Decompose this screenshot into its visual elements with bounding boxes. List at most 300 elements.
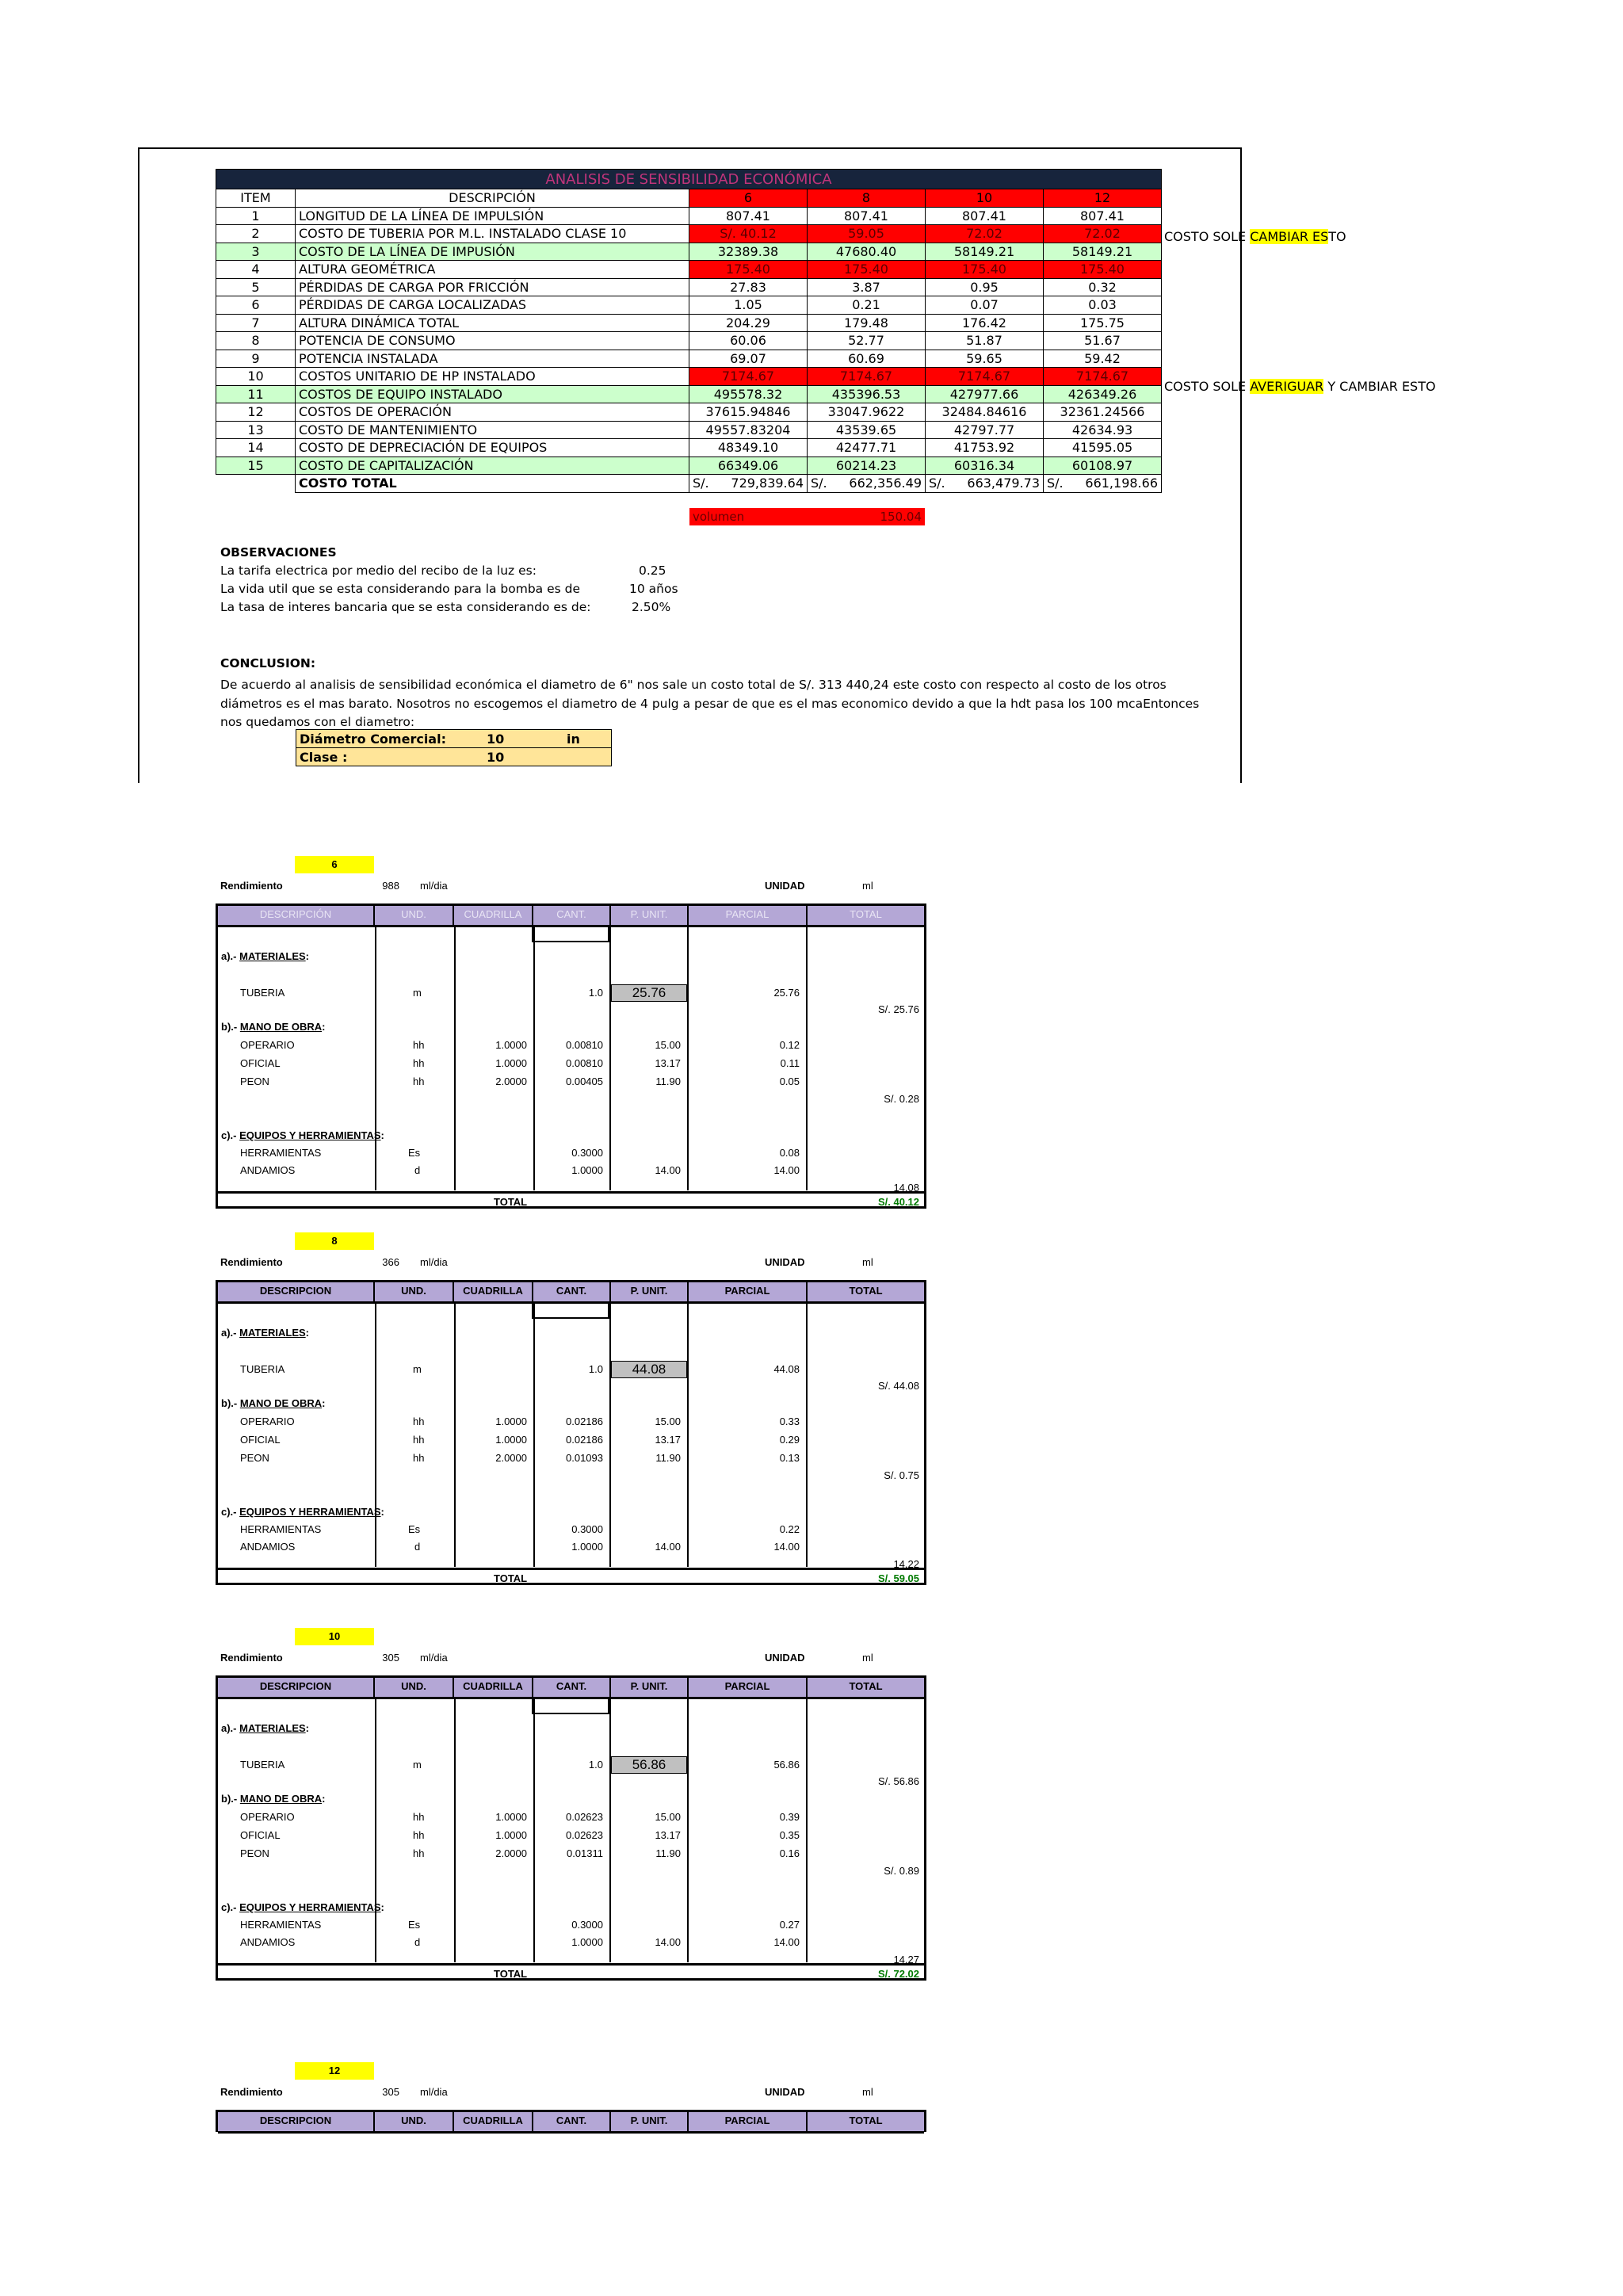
value-cell: 60.06	[689, 332, 808, 350]
total-value	[808, 475, 926, 493]
section-prefix: b).-	[221, 1793, 240, 1805]
equipment-row	[218, 1145, 924, 1161]
observation-line: La vida util que se esta considerando para la bomba es de	[220, 582, 581, 596]
item-name: OPERARIO	[240, 1811, 295, 1823]
item-unit-price: 14.00	[655, 1541, 681, 1553]
observation-line: La tarifa electrica por medio del recibo de la luz es:	[220, 563, 537, 578]
rendimiento-unit: ml/dia	[420, 1652, 448, 1664]
item-number: 12	[216, 403, 296, 422]
value-cell: 72.02	[926, 225, 1044, 243]
value-cell: 58149.21	[1044, 243, 1162, 261]
section-title: MANO DE OBRA	[239, 1021, 323, 1033]
value-cell: 175.75	[1044, 314, 1162, 332]
cant-box	[532, 1301, 609, 1319]
total-amount: 729,839.64	[731, 476, 804, 491]
class-row	[296, 748, 611, 766]
unidad-label: UNIDAD	[765, 2086, 805, 2098]
value-cell: 0.03	[1044, 296, 1162, 315]
unit-price: 44.08	[611, 1361, 687, 1378]
item-crew: 2.0000	[495, 1075, 527, 1087]
value-cell: 60108.97	[1044, 457, 1162, 475]
item-description: COSTOS DE EQUIPO INSTALADO	[296, 385, 689, 403]
value-cell: 42634.93	[1044, 421, 1162, 439]
item-unit: Es	[408, 1523, 421, 1535]
item-quantity: 0.02186	[566, 1434, 603, 1446]
unidad-label: UNIDAD	[765, 1256, 805, 1268]
total-amount: 662,356.49	[849, 476, 922, 491]
diameter-tag: 8	[295, 1232, 374, 1250]
section-label: c).- EQUIPOS Y HERRAMIENTAS:	[221, 1506, 384, 1518]
unidad-value: ml	[862, 2086, 873, 2098]
item-number: 1	[216, 207, 296, 225]
item-partial: 0.05	[779, 1075, 800, 1087]
item-quantity: 1.0	[588, 987, 603, 999]
header-diameter: 12	[1044, 189, 1162, 208]
section-prefix: b).-	[221, 1021, 240, 1033]
table-row	[216, 421, 1162, 439]
value-cell: 7174.67	[689, 368, 808, 386]
unidad-value: ml	[862, 880, 873, 892]
table-row	[216, 296, 1162, 315]
value-cell: 59.65	[926, 350, 1044, 368]
value-cell: 66349.06	[689, 457, 808, 475]
item-unit-price: 13.17	[655, 1829, 681, 1841]
value-cell: 807.41	[689, 207, 808, 225]
item-partial: 0.13	[779, 1452, 800, 1464]
subtotal-row	[218, 1863, 924, 1879]
column-header: DESCRIPCION	[218, 2112, 375, 2131]
subtotal: S/. 0.89	[884, 1865, 919, 1877]
value-cell: 175.40	[926, 261, 1044, 279]
item-number: 5	[216, 278, 296, 296]
note-text: COSTO SOLE	[1164, 379, 1247, 394]
note-averiguar	[1164, 379, 1436, 394]
note-text: TO	[1328, 229, 1346, 244]
subtotal-row	[218, 1002, 924, 1018]
currency: S/.	[811, 476, 827, 491]
section-prefix: a).-	[221, 1722, 240, 1734]
item-quantity: 1.0	[588, 1363, 603, 1375]
item-partial: 0.12	[779, 1039, 800, 1051]
item-unit-price: 15.00	[655, 1415, 681, 1427]
column-header: P. UNIT.	[611, 1678, 689, 1697]
total-amount: 663,479.73	[967, 476, 1040, 491]
item-quantity: 0.00810	[566, 1057, 603, 1069]
item-description: PÉRDIDAS DE CARGA LOCALIZADAS	[296, 296, 689, 315]
equipment-row	[218, 1522, 924, 1538]
item-unit: hh	[413, 1452, 425, 1464]
subtotal-row	[218, 1468, 924, 1484]
labor-row	[218, 1432, 924, 1448]
table-row	[216, 403, 1162, 422]
item-number: 10	[216, 368, 296, 386]
item-quantity: 1.0000	[571, 1541, 603, 1553]
item-unit: hh	[413, 1811, 425, 1823]
subtotal: S/. 56.86	[877, 1775, 919, 1787]
column-header: TOTAL	[849, 2115, 883, 2126]
subtotal: 14.22	[893, 1558, 919, 1570]
table-row	[216, 278, 1162, 296]
table-row	[216, 261, 1162, 279]
item-description: COSTO DE DEPRECIACIÓN DE EQUIPOS	[296, 439, 689, 457]
column-header: CUADRILLA	[454, 1678, 533, 1697]
value-cell: 42477.71	[808, 439, 926, 457]
value-cell: 49557.83204	[689, 421, 808, 439]
observations-title: OBSERVACIONES	[220, 545, 337, 560]
value-cell: 7174.67	[926, 368, 1044, 386]
currency: S/.	[693, 476, 709, 491]
labor-row	[218, 1074, 924, 1090]
observation-value: 0.25	[639, 563, 666, 578]
unit-price: 25.76	[611, 984, 687, 1002]
table-row	[216, 350, 1162, 368]
value-cell: 41595.05	[1044, 439, 1162, 457]
sensitivity-table	[216, 169, 1162, 493]
column-header: UND.	[375, 1678, 454, 1697]
column-header: PARCIAL	[689, 906, 808, 925]
material-row	[218, 1757, 924, 1773]
section-label: a).- MATERIALES:	[221, 1722, 310, 1734]
item-quantity: 0.00810	[566, 1039, 603, 1051]
value-cell: 175.40	[1044, 261, 1162, 279]
unidad-label: UNIDAD	[765, 1652, 805, 1664]
item-name: TUBERIA	[240, 1363, 285, 1375]
item-crew: 2.0000	[495, 1452, 527, 1464]
value-cell: 32484.84616	[926, 403, 1044, 422]
header-diameter: 6	[689, 189, 808, 208]
column-header: TOTAL	[850, 908, 882, 920]
material-row	[218, 1362, 924, 1377]
subtotal: S/. 0.28	[884, 1093, 919, 1105]
section-label: c).- EQUIPOS Y HERRAMIENTAS:	[221, 1901, 384, 1913]
rendimiento-label: Rendimiento	[220, 880, 283, 892]
rendimiento-label: Rendimiento	[220, 1652, 283, 1664]
unit-cost-analysis	[216, 1628, 929, 1988]
item-description: ALTURA GEOMÉTRICA	[296, 261, 689, 279]
item-unit: hh	[413, 1434, 425, 1446]
item-unit: hh	[413, 1415, 425, 1427]
table-row	[216, 207, 1162, 225]
column-header: TOTAL	[849, 1680, 883, 1692]
value-cell: 7174.67	[808, 368, 926, 386]
item-description: COSTOS UNITARIO DE HP INSTALADO	[296, 368, 689, 386]
item-unit: d	[414, 1936, 421, 1948]
value-cell: 60.69	[808, 350, 926, 368]
rendimiento-unit: ml/dia	[420, 1256, 448, 1268]
apu-grid	[216, 1675, 926, 1981]
item-number: 14	[216, 439, 296, 457]
item-name: OPERARIO	[240, 1039, 295, 1051]
diameter-label: Diámetro Comercial:	[300, 732, 446, 747]
value-cell: 47680.40	[808, 243, 926, 261]
column-header: UND.	[375, 2112, 454, 2131]
item-quantity: 0.01311	[566, 1847, 603, 1859]
item-partial: 14.00	[773, 1164, 800, 1176]
labor-row	[218, 1056, 924, 1072]
item-description: LONGITUD DE LA LÍNEA DE IMPULSIÓN	[296, 207, 689, 225]
item-name: OPERARIO	[240, 1415, 295, 1427]
section-label: b).- MANO DE OBRA:	[221, 1021, 326, 1033]
cant-box	[532, 925, 609, 942]
subtotal-row	[218, 1774, 924, 1790]
conclusion-text: De acuerdo al analisis de sensibilidad económica el diametro de 6" nos sale un costo total de S/. 313 440,24 este costo con respecto al costo de los otros diámetros es el mas barato. Nosotros no escogemos el diametro de 4 pulg a pesar de que es el mas economico devido a que la hdt pasa los 100 mcaEntonces nos quedamos con el diametro:	[220, 678, 1200, 729]
item-unit: m	[413, 1363, 422, 1375]
labor-row	[218, 1846, 924, 1862]
value-cell: 435396.53	[808, 385, 926, 403]
cant-box	[532, 1697, 609, 1714]
unit-cost-analysis	[216, 1232, 929, 1593]
item-number: 15	[216, 457, 296, 475]
diameter-row	[296, 730, 611, 748]
section-prefix: c).-	[221, 1901, 240, 1913]
total-value	[1044, 475, 1162, 493]
section-prefix: b).-	[221, 1397, 240, 1409]
value-cell: 3.87	[808, 278, 926, 296]
subtotal-row	[218, 1091, 924, 1107]
value-cell: 72.02	[1044, 225, 1162, 243]
item-unit: hh	[413, 1847, 425, 1859]
item-description: POTENCIA DE CONSUMO	[296, 332, 689, 350]
material-row	[218, 985, 924, 1001]
section-title: MATERIALES	[239, 950, 306, 962]
item-unit: Es	[408, 1147, 421, 1159]
table-row	[216, 385, 1162, 403]
apu-header	[218, 1282, 924, 1304]
apu-total-row	[218, 1191, 924, 1213]
section-title: MANO DE OBRA	[239, 1397, 323, 1409]
item-unit-price: 11.90	[655, 1847, 681, 1859]
table-row	[216, 368, 1162, 386]
total-value: S/. 59.05	[877, 1572, 919, 1584]
note-text: Y CAMBIAR ESTO	[1323, 379, 1436, 394]
table-title: ANALISIS DE SENSIBILIDAD ECONÓMICA	[216, 170, 1162, 189]
value-cell: 0.07	[926, 296, 1044, 315]
section-row	[218, 1721, 924, 1736]
item-quantity: 0.00405	[566, 1075, 603, 1087]
apu-total-row	[218, 1568, 924, 1589]
diameter-tag: 10	[295, 1628, 374, 1645]
column-header: CANT.	[533, 1678, 611, 1697]
column-header: CUADRILLA	[454, 1282, 533, 1301]
item-unit: Es	[408, 1919, 421, 1931]
value-cell: 51.67	[1044, 332, 1162, 350]
item-partial: 44.08	[773, 1363, 800, 1375]
column-header: CUADRILLA	[454, 2112, 533, 2131]
value-cell: 427977.66	[926, 385, 1044, 403]
value-cell: 27.83	[689, 278, 808, 296]
item-partial: 14.00	[773, 1541, 800, 1553]
diameter-unit: in	[567, 732, 580, 747]
table-row	[216, 225, 1162, 243]
item-crew: 1.0000	[495, 1434, 527, 1446]
item-name: ANDAMIOS	[240, 1164, 296, 1176]
item-description: PÉRDIDAS DE CARGA POR FRICCIÓN	[296, 278, 689, 296]
item-unit: d	[414, 1541, 421, 1553]
rendimiento-unit: ml/dia	[420, 2086, 448, 2098]
item-unit: hh	[413, 1057, 425, 1069]
column-header: P. UNIT.	[611, 1282, 689, 1301]
item-name: OFICIAL	[240, 1057, 281, 1069]
section-title: MATERIALES	[239, 1327, 306, 1339]
item-quantity: 0.02623	[566, 1829, 603, 1841]
observation-line: La tasa de interes bancaria que se esta considerando es de:	[220, 600, 591, 614]
item-partial: 0.08	[779, 1147, 800, 1159]
unidad-label: UNIDAD	[765, 880, 805, 892]
section-title: MATERIALES	[239, 1722, 306, 1734]
value-cell: 52.77	[808, 332, 926, 350]
apu-grid	[216, 904, 926, 1209]
item-quantity: 0.3000	[571, 1147, 603, 1159]
section-row	[218, 1396, 924, 1412]
item-quantity: 0.02623	[566, 1811, 603, 1823]
subtotal: 14.08	[893, 1182, 919, 1194]
rendimiento-value: 305	[382, 1652, 399, 1664]
value-cell: 1.05	[689, 296, 808, 315]
rendimiento-value: 988	[382, 880, 399, 892]
item-unit-price: 13.17	[655, 1057, 681, 1069]
section-prefix: c).-	[221, 1129, 240, 1141]
value-cell: 179.48	[808, 314, 926, 332]
labor-row	[218, 1828, 924, 1843]
item-number: 13	[216, 421, 296, 439]
section-row	[218, 1325, 924, 1341]
value-cell: 0.21	[808, 296, 926, 315]
note-text: COSTO SOLE	[1164, 229, 1247, 244]
section-label: a).- MATERIALES:	[221, 1327, 310, 1339]
unidad-value: ml	[862, 1256, 873, 1268]
value-cell: 33047.9622	[808, 403, 926, 422]
note-cambiar	[1164, 229, 1346, 244]
item-crew: 2.0000	[495, 1847, 527, 1859]
value-cell: 48349.10	[689, 439, 808, 457]
item-name: HERRAMIENTAS	[240, 1523, 322, 1535]
header-item: ITEM	[216, 189, 296, 208]
unit-cost-analysis	[216, 856, 929, 1217]
item-name: TUBERIA	[240, 1759, 285, 1771]
labor-row	[218, 1809, 924, 1825]
section-prefix: a).-	[221, 1327, 240, 1339]
item-number: 6	[216, 296, 296, 315]
item-unit: hh	[413, 1039, 425, 1051]
item-number: 4	[216, 261, 296, 279]
apu-grid	[216, 1280, 926, 1585]
rendimiento-label: Rendimiento	[220, 2086, 283, 2098]
note-highlight: CAMBIAR ES	[1250, 229, 1329, 244]
column-header: P. UNIT.	[611, 2112, 689, 2131]
item-description: COSTO DE LA LÍNEA DE IMPUSIÓN	[296, 243, 689, 261]
rendimiento-value: 366	[382, 1256, 399, 1268]
column-header: P. UNIT.	[611, 906, 689, 925]
table-row	[216, 314, 1162, 332]
table-row	[216, 332, 1162, 350]
apu-total-row	[218, 1963, 924, 1985]
value-cell: 43539.65	[808, 421, 926, 439]
section-label: a).- MATERIALES:	[221, 950, 310, 962]
item-name: ANDAMIOS	[240, 1541, 296, 1553]
item-crew: 1.0000	[495, 1057, 527, 1069]
labor-row	[218, 1037, 924, 1053]
observation-value: 10 años	[629, 582, 678, 596]
item-name: PEON	[240, 1847, 269, 1859]
item-quantity: 1.0000	[571, 1936, 603, 1948]
item-name: ANDAMIOS	[240, 1936, 296, 1948]
section-row	[218, 1504, 924, 1520]
header-description: DESCRIPCIÓN	[296, 189, 689, 208]
section-label: b).- MANO DE OBRA:	[221, 1397, 326, 1409]
total-label: COSTO TOTAL	[296, 475, 689, 493]
item-name: OFICIAL	[240, 1829, 281, 1841]
item-description: POTENCIA INSTALADA	[296, 350, 689, 368]
item-crew: 1.0000	[495, 1811, 527, 1823]
column-header: CANT.	[533, 2112, 611, 2131]
value-cell: 0.32	[1044, 278, 1162, 296]
column-header: CANT.	[533, 906, 611, 925]
total-value	[926, 475, 1044, 493]
item-name: HERRAMIENTAS	[240, 1919, 322, 1931]
section-title: EQUIPOS Y HERRAMIENTAS	[239, 1901, 381, 1913]
total-amount: 661,198.66	[1085, 476, 1158, 491]
labor-row	[218, 1414, 924, 1430]
apu-grid	[216, 2110, 926, 2132]
value-cell: 495578.32	[689, 385, 808, 403]
item-unit-price: 11.90	[655, 1075, 681, 1087]
item-unit-price: 11.90	[655, 1452, 681, 1464]
table-row	[216, 243, 1162, 261]
item-unit-price: 13.17	[655, 1434, 681, 1446]
value-cell: 32361.24566	[1044, 403, 1162, 422]
column-header: PARCIAL	[689, 2112, 808, 2131]
subtotal: S/. 44.08	[877, 1380, 919, 1392]
column-header: UND.	[375, 906, 454, 925]
section-prefix: c).-	[221, 1506, 240, 1518]
volume-label: volumen	[693, 510, 745, 524]
item-name: HERRAMIENTAS	[240, 1147, 322, 1159]
currency: S/.	[1047, 476, 1064, 491]
value-cell: 7174.67	[1044, 368, 1162, 386]
column-header: PARCIAL	[689, 1282, 808, 1301]
value-cell: 58149.21	[926, 243, 1044, 261]
column-header: DESCRIPCION	[218, 1678, 375, 1697]
section-label: b).- MANO DE OBRA:	[221, 1793, 326, 1805]
value-cell: 42797.77	[926, 421, 1044, 439]
diameter-box	[296, 729, 612, 766]
item-quantity: 0.3000	[571, 1919, 603, 1931]
column-header: UND.	[375, 1282, 454, 1301]
item-partial: 0.35	[779, 1829, 800, 1841]
equipment-row	[218, 1163, 924, 1179]
item-quantity: 0.01093	[566, 1452, 603, 1464]
value-cell: 426349.26	[1044, 385, 1162, 403]
diameter-tag: 12	[295, 2062, 374, 2080]
item-number: 7	[216, 314, 296, 332]
apu-header	[218, 2112, 924, 2134]
header-diameter: 8	[808, 189, 926, 208]
observation-value: 2.50%	[632, 600, 671, 614]
equipment-row	[218, 1935, 924, 1950]
item-partial: 25.76	[773, 987, 800, 999]
section-row	[218, 1900, 924, 1916]
total-label: TOTAL	[494, 1572, 528, 1584]
total-row	[216, 475, 1162, 493]
volume-value: 150.04	[880, 510, 922, 524]
section-label: c).- EQUIPOS Y HERRAMIENTAS:	[221, 1129, 384, 1141]
diameter-value: 10	[487, 732, 505, 747]
column-header: DESCRIPCIÓN	[218, 906, 375, 925]
class-label: Clase :	[300, 750, 348, 765]
unit-price: 56.86	[611, 1756, 687, 1774]
subtotal: S/. 25.76	[877, 1003, 919, 1015]
value-cell: 175.40	[808, 261, 926, 279]
